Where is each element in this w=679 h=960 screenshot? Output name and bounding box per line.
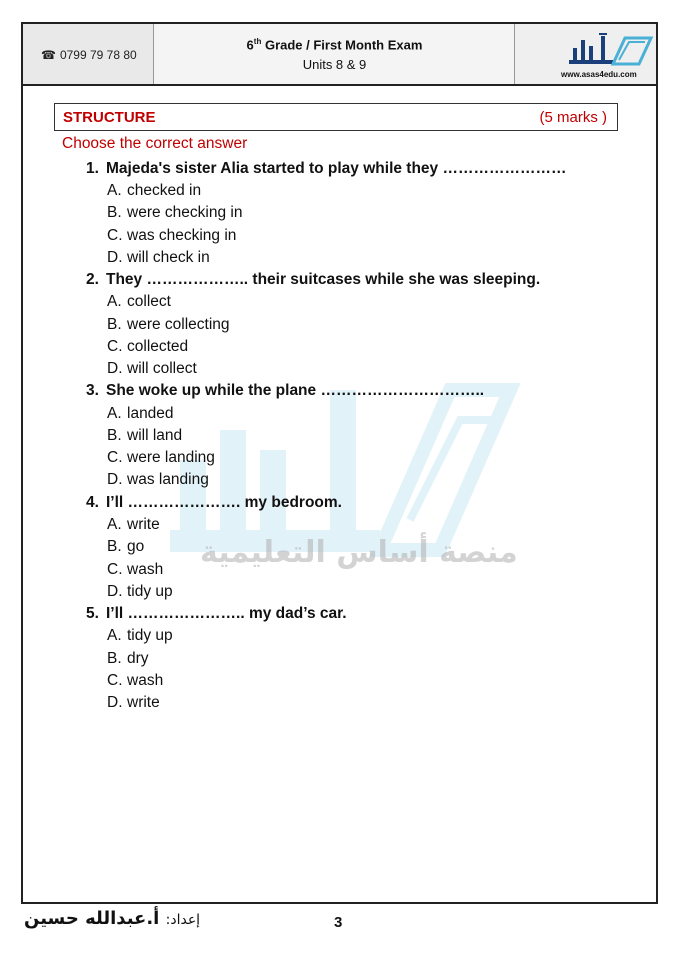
option-4a[interactable] (107, 516, 160, 534)
section-title: STRUCTURE (63, 109, 156, 126)
header-title-cell (154, 24, 515, 84)
phone-number (41, 48, 137, 62)
header-logo-cell (515, 24, 656, 84)
asas-book-logo-icon (565, 30, 655, 70)
option-text: will land (127, 427, 183, 444)
option-letter: A. (107, 405, 122, 422)
question-5 (86, 605, 347, 623)
option-1a[interactable] (107, 182, 201, 200)
option-letter: D. (107, 694, 123, 711)
option-5d[interactable] (107, 694, 160, 712)
option-4d[interactable] (107, 583, 173, 601)
option-2d[interactable] (107, 360, 197, 378)
author-credit (24, 908, 200, 929)
header-phone-cell (23, 24, 154, 84)
question-number: 3. (86, 382, 99, 399)
option-2b[interactable] (107, 316, 230, 334)
question-1 (86, 160, 566, 178)
option-4c[interactable] (107, 561, 163, 579)
option-text: were collecting (127, 316, 230, 333)
page-number: 3 (334, 914, 343, 931)
section-marks: (5 marks ) (539, 109, 607, 126)
option-1b[interactable] (107, 204, 242, 222)
question-text: I’ll ………………….. my dad’s car. (106, 605, 347, 622)
option-5a[interactable] (107, 627, 173, 645)
option-3b[interactable] (107, 427, 182, 445)
option-1c[interactable] (107, 227, 236, 245)
question-number: 5. (86, 605, 99, 622)
option-3a[interactable] (107, 405, 174, 423)
option-letter: D. (107, 249, 123, 266)
author-name: أ.عبدالله حسين (24, 908, 160, 929)
phone-text: 0799 79 78 80 (59, 48, 137, 62)
option-text: will collect (127, 360, 197, 377)
option-letter: A. (107, 516, 122, 533)
question-text: She woke up while the plane ………………………….. (106, 382, 485, 399)
exam-subtitle: Units 8 & 9 (302, 57, 367, 72)
option-text: collected (127, 338, 189, 355)
phone-icon: ☎ (41, 48, 56, 62)
option-letter: B. (107, 650, 122, 667)
option-letter: B. (107, 538, 122, 555)
watermark-text: منصة أساس التعليمية (200, 535, 518, 570)
option-text: tidy up (127, 627, 173, 644)
question-text: They ……………….. their suitcases while she was sleeping. (106, 271, 541, 288)
option-1d[interactable] (107, 249, 210, 267)
option-3d[interactable] (107, 471, 209, 489)
option-letter: B. (107, 427, 122, 444)
option-text: was landing (127, 471, 209, 488)
option-text: go (127, 538, 145, 555)
question-number: 1. (86, 160, 99, 177)
option-letter: D. (107, 583, 123, 600)
question-number: 2. (86, 271, 99, 288)
section-header-box (54, 103, 618, 131)
option-text: write (127, 516, 160, 533)
question-3 (86, 382, 484, 400)
option-letter: A. (107, 627, 122, 644)
option-text: checked in (127, 182, 202, 199)
option-text: wash (127, 561, 164, 578)
question-number: 4. (86, 494, 99, 511)
option-letter: C. (107, 672, 123, 689)
option-5c[interactable] (107, 672, 163, 690)
option-text: write (127, 694, 160, 711)
option-2a[interactable] (107, 293, 171, 311)
option-text: collect (127, 293, 171, 310)
option-text: landed (127, 405, 174, 422)
option-text: tidy up (127, 583, 173, 600)
option-text: was checking in (127, 227, 237, 244)
option-letter: C. (107, 338, 123, 355)
question-text: I’ll …………………. my bedroom. (106, 494, 342, 511)
question-text: Majeda's sister Alia started to play while they …………………… (106, 160, 567, 177)
instruction-text: Choose the correct answer (62, 135, 248, 152)
option-text: will check in (127, 249, 210, 266)
question-2 (86, 271, 540, 289)
option-text: dry (127, 650, 149, 667)
option-letter: A. (107, 293, 122, 310)
prepared-label: إعداد: (165, 912, 201, 928)
option-4b[interactable] (107, 538, 144, 556)
option-letter: A. (107, 182, 122, 199)
question-4 (86, 494, 342, 512)
option-letter: B. (107, 316, 122, 333)
option-letter: C. (107, 227, 123, 244)
option-letter: D. (107, 471, 123, 488)
title-rest: Grade / First Month Exam (261, 37, 423, 53)
title-sup: th (253, 37, 262, 46)
option-letter: C. (107, 449, 123, 466)
option-3c[interactable] (107, 449, 215, 467)
title-grade: 6 (246, 37, 254, 53)
logo-url: www.asas4edu.com (561, 70, 637, 79)
exam-title (154, 37, 515, 52)
option-5b[interactable] (107, 650, 149, 668)
option-text: were landing (127, 449, 215, 466)
option-text: were checking in (127, 204, 243, 221)
option-letter: B. (107, 204, 122, 221)
option-letter: D. (107, 360, 123, 377)
option-2c[interactable] (107, 338, 188, 356)
exam-header (23, 24, 656, 86)
option-letter: C. (107, 561, 123, 578)
option-text: wash (127, 672, 164, 689)
